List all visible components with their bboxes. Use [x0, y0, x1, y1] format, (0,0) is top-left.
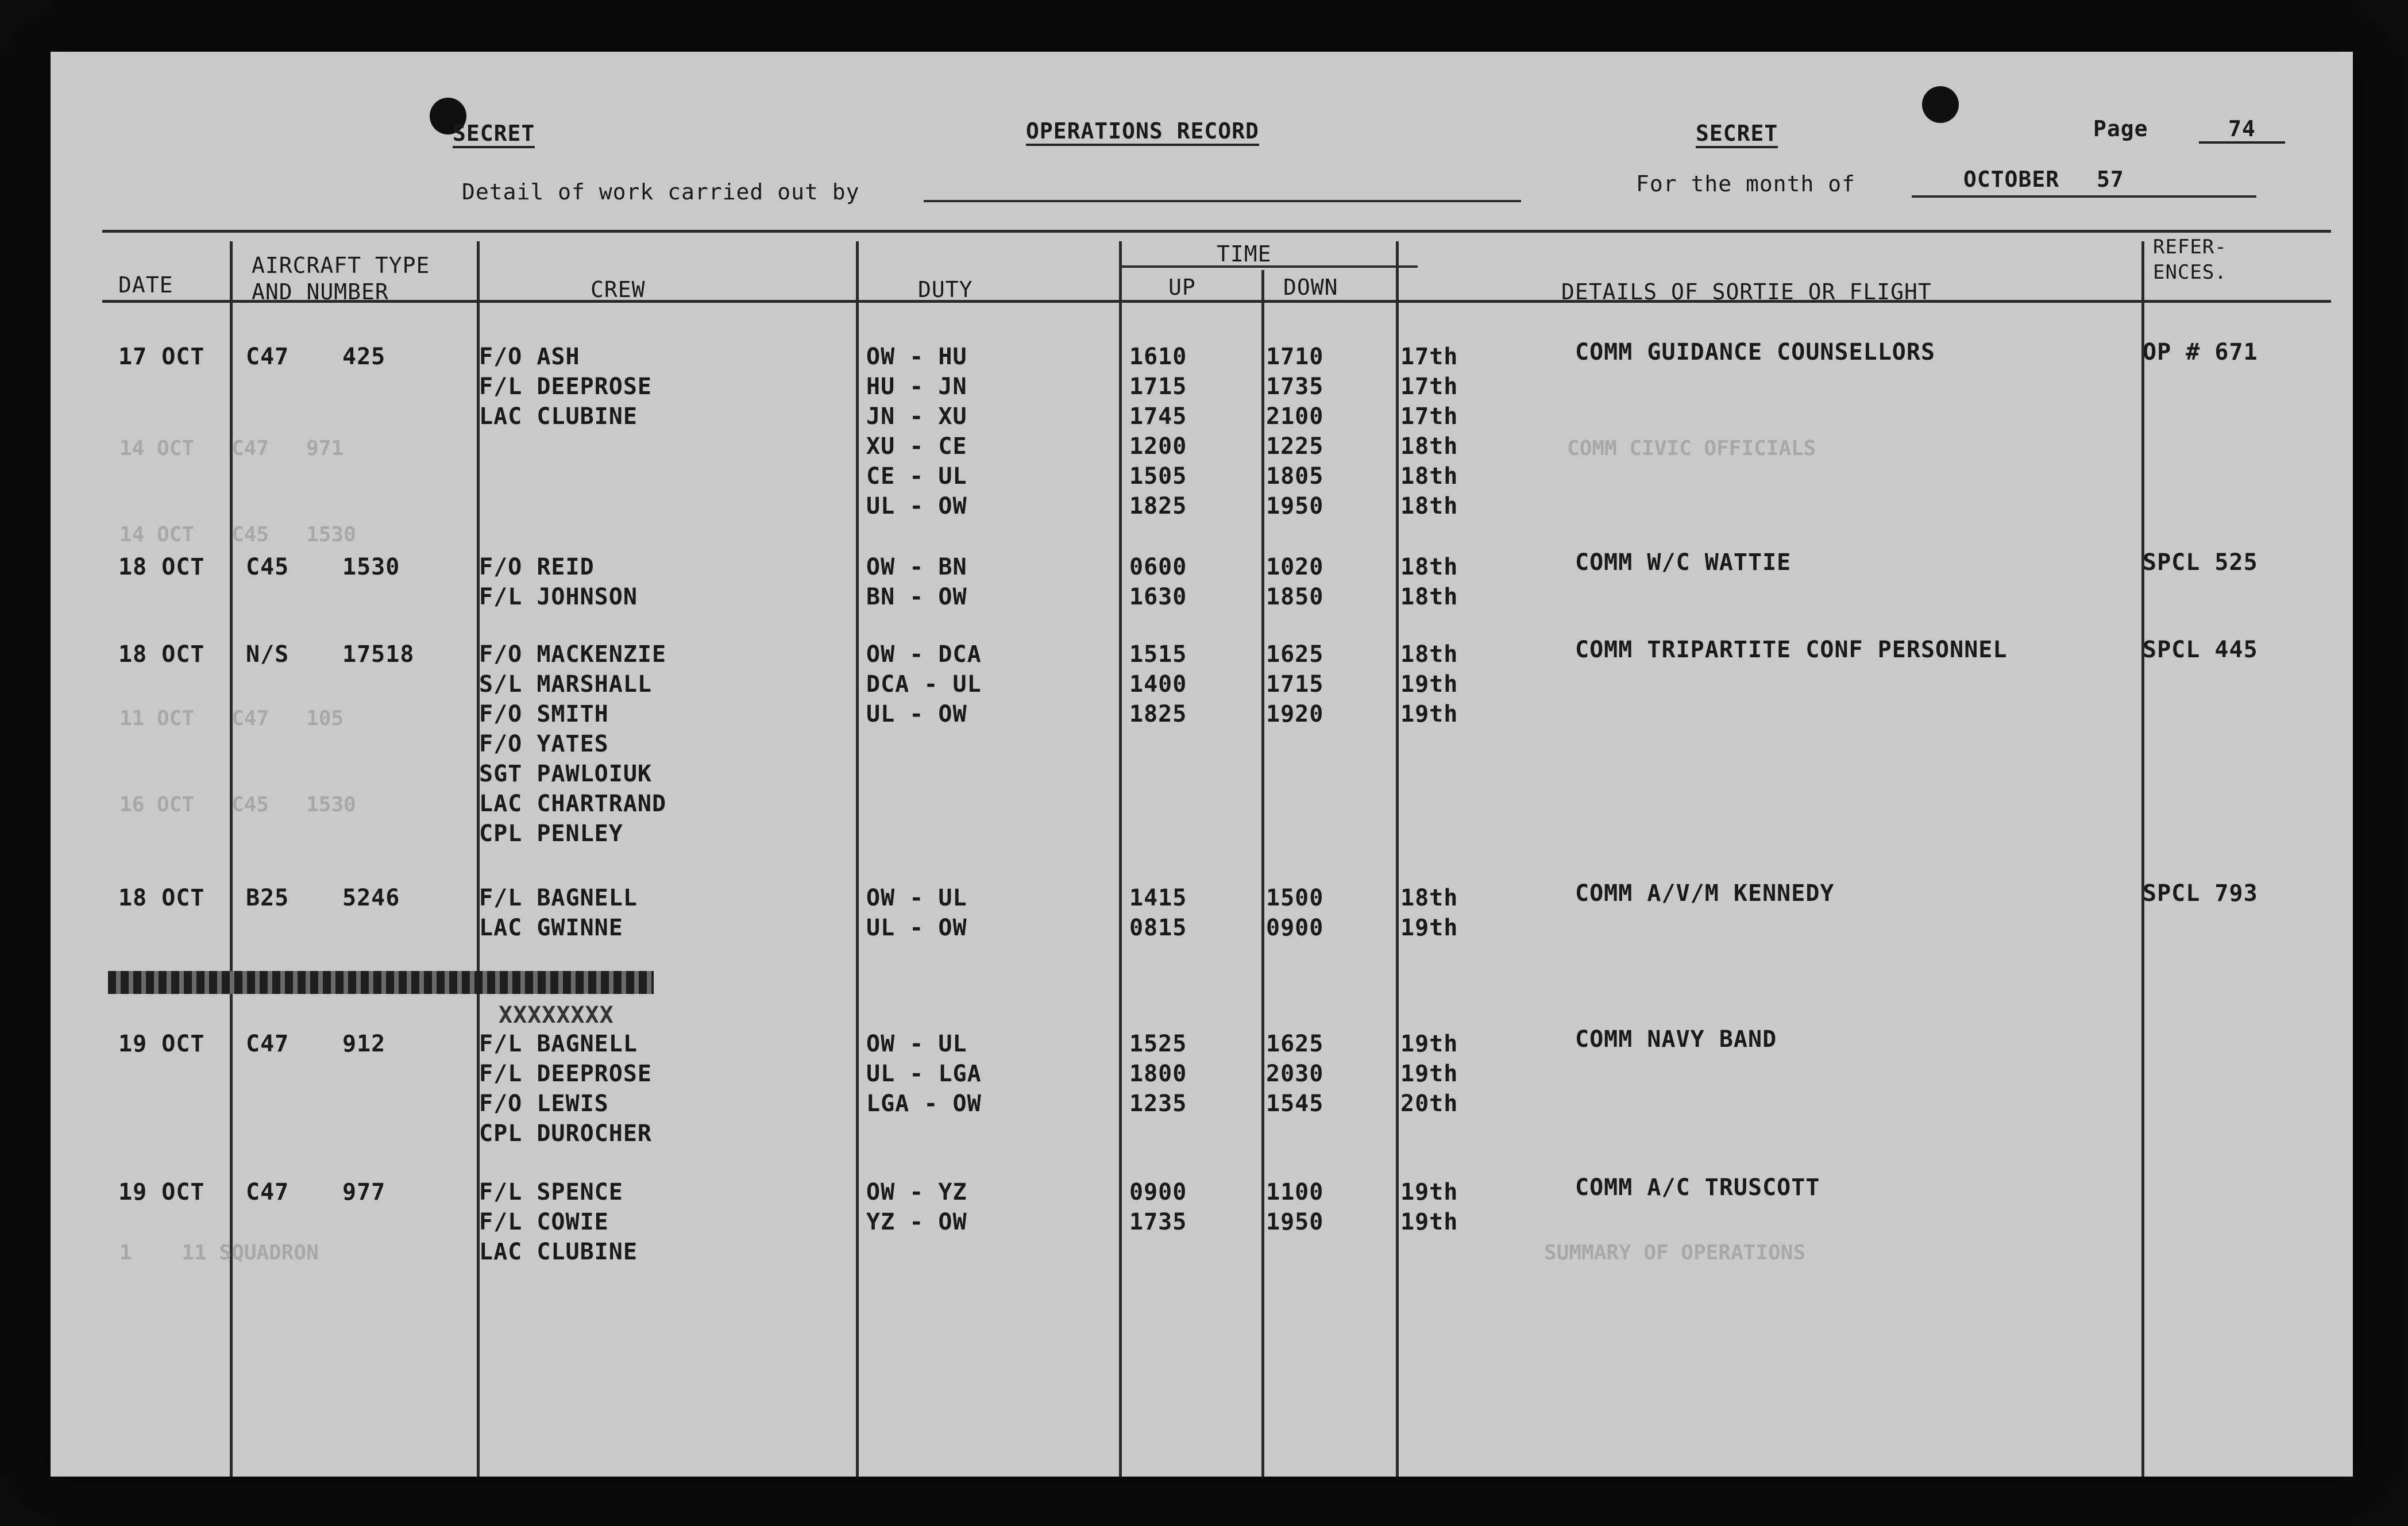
- record-title: OPERATIONS RECORD: [1026, 118, 1259, 146]
- leg-duty: HU - JN: [866, 373, 967, 400]
- leg-day: 19th: [1400, 1209, 1458, 1235]
- leg-day: 19th: [1400, 915, 1458, 941]
- leg-time-up: 1505: [1129, 463, 1187, 490]
- aircraft-type: B25: [246, 885, 290, 911]
- sortie-details: COMM NAVY BAND: [1575, 1026, 1777, 1053]
- leg-time-down: 1735: [1266, 373, 1324, 400]
- operations-record-sheet: [51, 52, 2353, 1477]
- crew-member: F/O REID: [479, 554, 595, 580]
- column-rule: [856, 241, 859, 1477]
- leg-time-down: 2030: [1266, 1061, 1324, 1087]
- aircraft-type: C47: [246, 1179, 290, 1205]
- leg-duty: CE - UL: [866, 463, 967, 490]
- aircraft-type: C47: [246, 1031, 290, 1057]
- crew-member: F/O MACKENZIE: [479, 641, 667, 668]
- sortie-details: COMM W/C WATTIE: [1575, 549, 1792, 576]
- leg-day: 19th: [1400, 1031, 1458, 1057]
- crew-member: F/L BAGNELL: [479, 1031, 638, 1057]
- leg-time-down: 1100: [1266, 1179, 1324, 1205]
- table-top-rule: [102, 230, 2331, 233]
- month-line: [1912, 195, 2256, 198]
- crew-member: F/L DEEPROSE: [479, 373, 652, 400]
- leg-duty: JN - XU: [866, 403, 967, 430]
- crew-member: F/L SPENCE: [479, 1179, 623, 1205]
- leg-time-down: 1625: [1266, 641, 1324, 668]
- reference: SPCL 525: [2143, 549, 2258, 576]
- ghost-text: 11 OCT C47 105: [119, 707, 344, 730]
- entry-date: 17 OCT: [118, 344, 205, 370]
- column-rule: [1396, 241, 1399, 1477]
- leg-duty: XU - CE: [866, 433, 967, 460]
- aircraft-type: C45: [246, 554, 290, 580]
- ghost-text: COMM CIVIC OFFICIALS: [1567, 437, 1816, 460]
- reference: SPCL 793: [2143, 880, 2258, 907]
- sortie-details: COMM A/C TRUSCOTT: [1575, 1174, 1820, 1201]
- page-number: 74: [2199, 116, 2285, 144]
- leg-time-up: 0600: [1129, 554, 1187, 580]
- col-ref-1: REFER-: [2153, 236, 2227, 259]
- entry-date: 19 OCT: [118, 1031, 205, 1057]
- column-rule: [2141, 241, 2144, 1477]
- leg-day: 19th: [1400, 1179, 1458, 1205]
- leg-day: 18th: [1400, 433, 1458, 460]
- sortie-details: COMM TRIPARTITE CONF PERSONNEL: [1575, 637, 2008, 663]
- crew-member: F/O ASH: [479, 344, 580, 370]
- leg-time-down: 1850: [1266, 584, 1324, 610]
- leg-time-down: 1950: [1266, 493, 1324, 519]
- leg-time-up: 1400: [1129, 671, 1187, 698]
- entry-date: 18 OCT: [118, 554, 205, 580]
- leg-time-up: 1715: [1129, 373, 1187, 400]
- aircraft-number: 977: [342, 1179, 386, 1205]
- leg-day: 18th: [1400, 463, 1458, 490]
- leg-duty: DCA - UL: [866, 671, 982, 698]
- leg-duty: OW - HU: [866, 344, 967, 370]
- col-down: DOWN: [1283, 275, 1338, 300]
- reference: SPCL 445: [2143, 637, 2258, 663]
- crew-member: F/O LEWIS: [479, 1090, 609, 1117]
- leg-duty: YZ - OW: [866, 1209, 967, 1235]
- leg-duty: OW - YZ: [866, 1179, 967, 1205]
- ghost-text: 14 OCT C47 971: [119, 437, 344, 460]
- crew-member: F/O SMITH: [479, 701, 609, 727]
- leg-time-up: 1825: [1129, 493, 1187, 519]
- leg-day: 18th: [1400, 641, 1458, 668]
- ghost-text: 16 OCT C45 1530: [119, 793, 356, 816]
- crew-member: CPL PENLEY: [479, 820, 623, 847]
- crew-member: LAC CHARTRAND: [479, 791, 667, 817]
- leg-duty: UL - OW: [866, 493, 967, 519]
- leg-time-down: 1710: [1266, 344, 1324, 370]
- aircraft-number: 912: [342, 1031, 386, 1057]
- struck-out-crew: XXXXXXXX: [499, 1002, 614, 1028]
- leg-day: 18th: [1400, 554, 1458, 580]
- leg-day: 19th: [1400, 1061, 1458, 1087]
- leg-day: 17th: [1400, 403, 1458, 430]
- column-rule: [1261, 270, 1264, 1477]
- entry-date: 18 OCT: [118, 885, 205, 911]
- leg-time-up: 1235: [1129, 1090, 1187, 1117]
- month-value: OCTOBER: [1963, 167, 2060, 192]
- entry-date: 18 OCT: [118, 641, 205, 668]
- leg-time-up: 0900: [1129, 1179, 1187, 1205]
- month-label: For the month of: [1636, 171, 1856, 196]
- aircraft-number: 425: [342, 344, 386, 370]
- aircraft-type: C47: [246, 344, 290, 370]
- leg-time-down: 0900: [1266, 915, 1324, 941]
- crew-member: CPL DUROCHER: [479, 1120, 652, 1147]
- table-header-rule: [102, 300, 2331, 303]
- year-value: 57: [2097, 167, 2124, 192]
- detail-label: Detail of work carried out by: [462, 179, 860, 205]
- leg-time-up: 1515: [1129, 641, 1187, 668]
- col-duty: DUTY: [918, 277, 973, 302]
- leg-duty: LGA - OW: [866, 1090, 982, 1117]
- col-time: TIME: [1217, 241, 1272, 267]
- leg-day: 18th: [1400, 885, 1458, 911]
- crew-member: LAC GWINNE: [479, 915, 623, 941]
- leg-duty: UL - LGA: [866, 1061, 982, 1087]
- sortie-details: COMM A/V/M KENNEDY: [1575, 880, 1835, 907]
- leg-day: 18th: [1400, 493, 1458, 519]
- leg-time-up: 1735: [1129, 1209, 1187, 1235]
- leg-time-up: 0815: [1129, 915, 1187, 941]
- aircraft-type: N/S: [246, 641, 290, 668]
- sortie-details: COMM GUIDANCE COUNSELLORS: [1575, 339, 1936, 365]
- leg-time-up: 1745: [1129, 403, 1187, 430]
- secret-label-left: SECRET: [453, 121, 535, 148]
- ghost-text: 14 OCT C45 1530: [119, 523, 356, 546]
- leg-time-up: 1200: [1129, 433, 1187, 460]
- leg-time-up: 1825: [1129, 701, 1187, 727]
- crew-member: F/L DEEPROSE: [479, 1061, 652, 1087]
- crew-member: F/L JOHNSON: [479, 584, 638, 610]
- col-crew: CREW: [591, 277, 646, 302]
- leg-duty: UL - OW: [866, 701, 967, 727]
- crew-member: SGT PAWLOIUK: [479, 761, 652, 787]
- leg-time-up: 1630: [1129, 584, 1187, 610]
- aircraft-number: 5246: [342, 885, 400, 911]
- column-rule: [230, 241, 233, 1477]
- leg-time-down: 1805: [1266, 463, 1324, 490]
- leg-duty: OW - BN: [866, 554, 967, 580]
- leg-time-down: 1920: [1266, 701, 1324, 727]
- crew-member: LAC CLUBINE: [479, 403, 638, 430]
- leg-time-down: 1500: [1266, 885, 1324, 911]
- leg-day: 20th: [1400, 1090, 1458, 1117]
- leg-time-down: 1625: [1266, 1031, 1324, 1057]
- secret-label-right: SECRET: [1696, 121, 1778, 148]
- leg-duty: OW - UL: [866, 885, 967, 911]
- ghost-text: SUMMARY OF OPERATIONS: [1544, 1241, 1806, 1265]
- struck-out-entry: [108, 971, 654, 994]
- crew-member: F/L COWIE: [479, 1209, 609, 1235]
- punch-hole: [1922, 86, 1959, 123]
- leg-time-up: 1800: [1129, 1061, 1187, 1087]
- column-rule: [1119, 241, 1122, 1477]
- aircraft-number: 1530: [342, 554, 400, 580]
- leg-day: 17th: [1400, 344, 1458, 370]
- col-up: UP: [1168, 275, 1196, 300]
- col-ref-2: ENCES.: [2153, 261, 2227, 284]
- crew-member: F/L BAGNELL: [479, 885, 638, 911]
- leg-time-up: 1415: [1129, 885, 1187, 911]
- leg-time-down: 1715: [1266, 671, 1324, 698]
- leg-duty: OW - DCA: [866, 641, 982, 668]
- leg-time-down: 1950: [1266, 1209, 1324, 1235]
- detail-blank-line: [924, 200, 1521, 202]
- col-aircraft-1: AIRCRAFT TYPE: [252, 253, 430, 278]
- leg-day: 19th: [1400, 671, 1458, 698]
- leg-day: 17th: [1400, 373, 1458, 400]
- leg-time-up: 1525: [1129, 1031, 1187, 1057]
- leg-time-down: 2100: [1266, 403, 1324, 430]
- leg-duty: BN - OW: [866, 584, 967, 610]
- page-label: Page: [2093, 116, 2148, 141]
- col-details: DETAILS OF SORTIE OR FLIGHT: [1561, 279, 1932, 305]
- ghost-text: 1 11 SQUADRON: [119, 1241, 319, 1265]
- reference: OP # 671: [2143, 339, 2258, 365]
- crew-member: S/L MARSHALL: [479, 671, 652, 698]
- leg-time-down: 1545: [1266, 1090, 1324, 1117]
- col-date: DATE: [118, 272, 173, 298]
- crew-member: F/O YATES: [479, 731, 609, 757]
- leg-duty: OW - UL: [866, 1031, 967, 1057]
- leg-time-down: 1020: [1266, 554, 1324, 580]
- leg-day: 19th: [1400, 701, 1458, 727]
- col-aircraft-2: AND NUMBER: [252, 279, 389, 305]
- leg-day: 18th: [1400, 584, 1458, 610]
- leg-time-up: 1610: [1129, 344, 1187, 370]
- leg-time-down: 1225: [1266, 433, 1324, 460]
- leg-duty: UL - OW: [866, 915, 967, 941]
- aircraft-number: 17518: [342, 641, 415, 668]
- entry-date: 19 OCT: [118, 1179, 205, 1205]
- crew-member: LAC CLUBINE: [479, 1239, 638, 1265]
